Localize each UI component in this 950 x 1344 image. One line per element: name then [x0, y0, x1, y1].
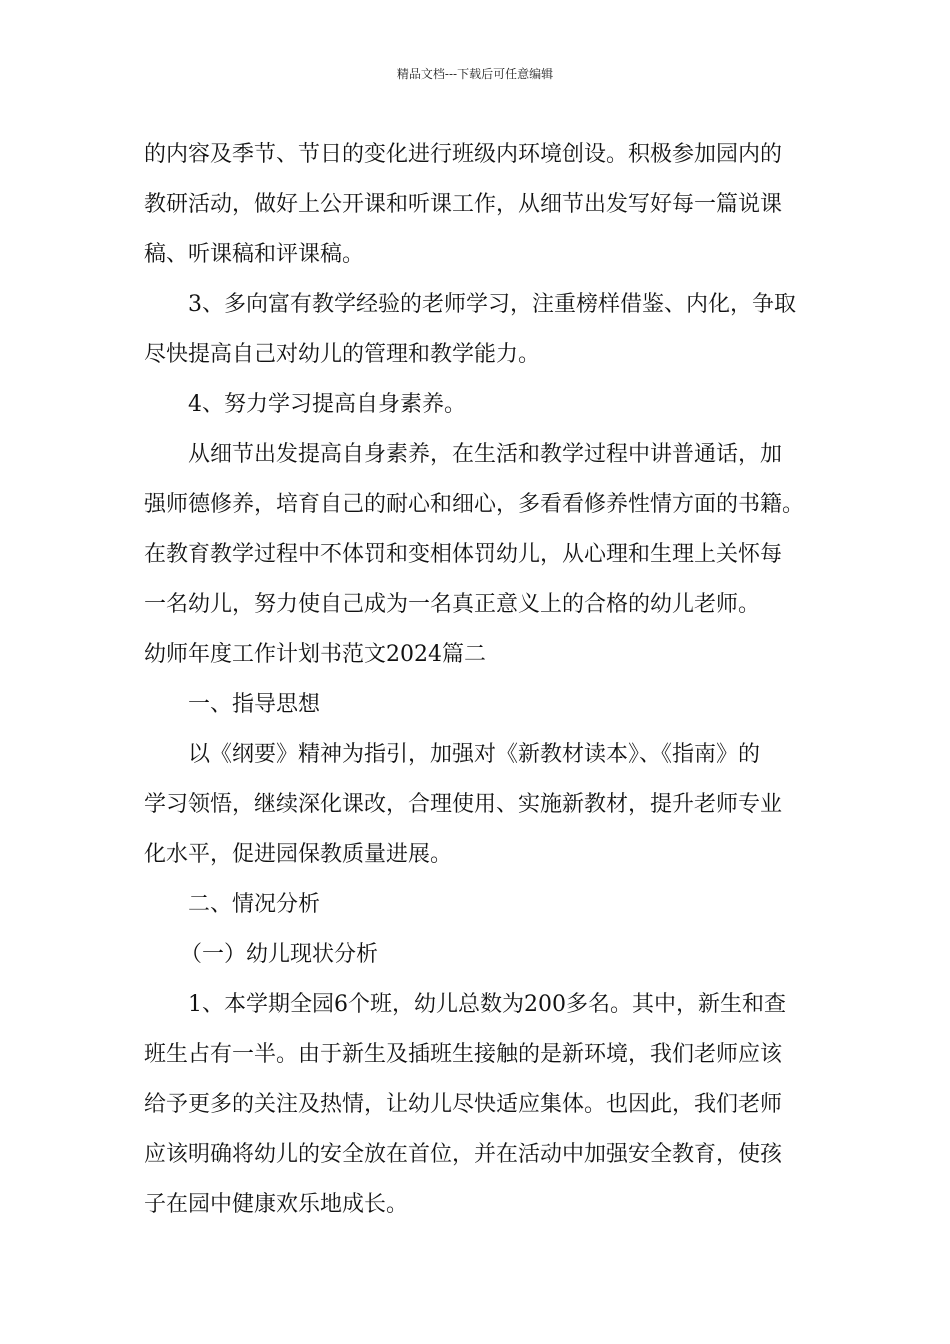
section-title: 幼师年度工作计划书范文2024篇二	[144, 642, 486, 667]
text-line: 的内容及季节、节日的变化进行班级内环境创设。积极参加园内的	[144, 142, 783, 167]
text-line: 1、本学期全园6个班，幼儿总数为200多名。其中，新生和查	[188, 992, 786, 1017]
text-line: 3、多向富有教学经验的老师学习，注重榜样借鉴、内化，争取	[188, 292, 796, 317]
text-line: 稿、听课稿和评课稿。	[144, 242, 365, 267]
document-body	[144, 130, 814, 1230]
text-line: 以《纲要》精神为指引，加强对《新教材读本》、《指南》的	[188, 742, 761, 767]
text-line: 子在园中健康欢乐地成长。	[144, 1192, 409, 1217]
text-line: 化水平，促进园保教质量进展。	[144, 842, 453, 867]
text-line: 从细节出发提高自身素养，在生活和教学过程中讲普通话，加	[188, 442, 783, 467]
text-line: 应该明确将幼儿的安全放在首位，并在活动中加强安全教育，使孩	[144, 1142, 783, 1167]
page-header: 精品文档---下载后可任意编辑	[396, 67, 554, 81]
text-line: 学习领悟，继续深化课改，合理使用、实施新教材，提升老师专业	[144, 792, 783, 817]
text-line: 4、努力学习提高自身素养。	[188, 392, 466, 417]
subheading: （一）幼儿现状分析	[180, 942, 379, 967]
text-line: 教研活动，做好上公开课和听课工作，从细节出发写好每一篇说课	[144, 192, 783, 217]
text-line: 一名幼儿，努力使自己成为一名真正意义上的合格的幼儿老师。	[144, 592, 761, 617]
text-line: 在教育教学过程中不体罚和变相体罚幼儿，从心理和生理上关怀每	[144, 542, 783, 567]
text-line: 班生占有一半。由于新生及插班生接触的是新环境，我们老师应该	[144, 1042, 783, 1067]
heading: 二、情况分析	[188, 892, 321, 917]
text-line: 尽快提高自己对幼儿的管理和教学能力。	[144, 342, 541, 367]
heading: 一、指导思想	[188, 692, 321, 717]
text-line: 强师德修养，培育自己的耐心和细心，多看看修养性情方面的书籍。	[144, 492, 805, 517]
text-line: 给予更多的关注及热情，让幼儿尽快适应集体。也因此，我们老师	[144, 1092, 783, 1117]
